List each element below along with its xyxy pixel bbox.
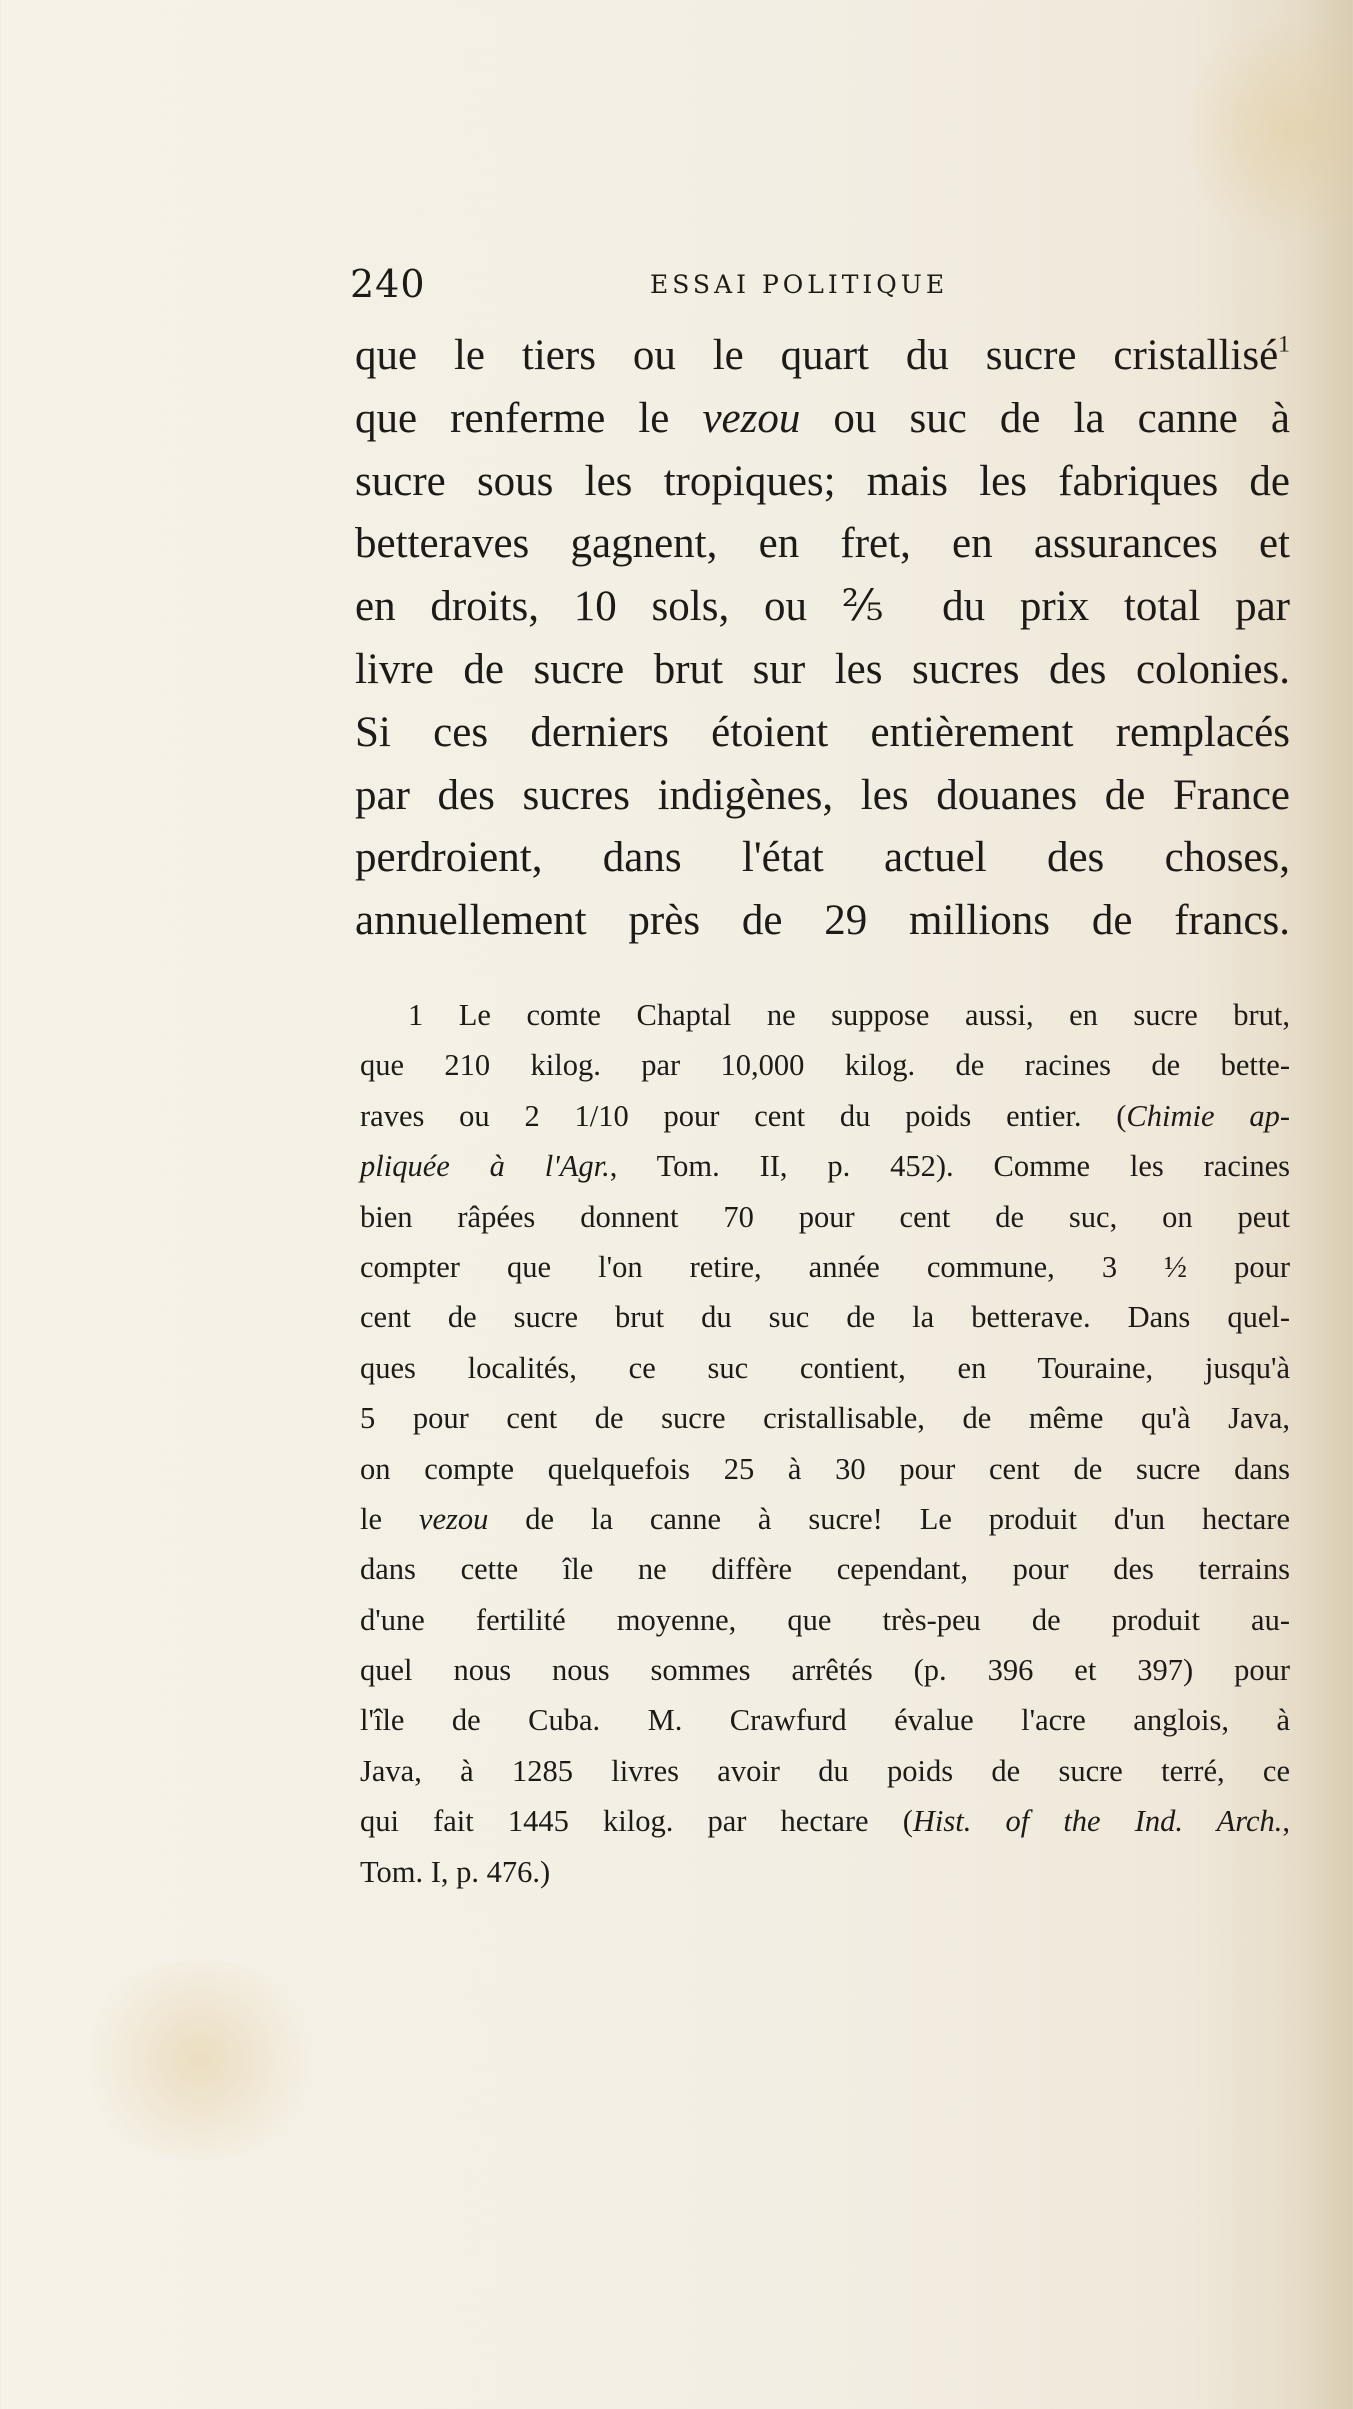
text-line: sucre sous les tropiques; mais les fabriques de (355, 457, 1290, 505)
footnote-line: quel nous nous sommes arrêtés (p. 396 et 397) pour (360, 1653, 1290, 1688)
footnote-line: bien râpées donnent 70 pour cent de suc, on peut (360, 1199, 1290, 1234)
paper-stain (70, 1960, 330, 2160)
page-number: 240 (350, 262, 426, 306)
footnote-line: 5 pour cent de sucre cristallisable, de même qu'à Java, (360, 1401, 1290, 1436)
text-line: betteraves gagnent, en fret, en assurances et (355, 520, 1290, 568)
footnote-line: qui fait 1445 kilog. par hectare (Hist. of the Ind. Arch., (360, 1804, 1290, 1839)
text-line: livre de sucre brut sur les sucres des colonies. (355, 645, 1290, 693)
text-line: annuellement près de 29 millions de francs. (355, 897, 1290, 945)
footnote-line: l'île de Cuba. M. Crawfurd évalue l'acre anglois, à (360, 1703, 1290, 1738)
text-line: Si ces derniers étoient entièrement remplacés (355, 708, 1290, 756)
text-line: que le tiers ou le quart du sucre cristallisé$^1$ (355, 331, 1290, 379)
text-line: en droits, 10 sols, ou ⅖ du prix total par (355, 583, 1290, 631)
footnote-marker: 1 (1278, 331, 1290, 358)
text-line: perdroient, dans l'état actuel des choses, (355, 834, 1290, 882)
paper-stain (1190, 0, 1353, 260)
footnote-line: on compte quelquefois 25 à 30 pour cent de sucre dans (360, 1451, 1290, 1486)
running-head: ESSAI POLITIQUE (650, 270, 949, 299)
footnote-line: 1 Le comte Chaptal ne suppose aussi, en sucre brut, (408, 998, 1290, 1032)
footnote-line: d'une fertilité moyenne, que très-peu de produit au- (360, 1602, 1290, 1637)
footnote-line: cent de sucre brut du suc de la betterave. Dans quel- (360, 1300, 1290, 1335)
footnote-line: Tom. I, p. 476.) (360, 1854, 551, 1889)
footnote-line: pliquée à l'Agr., Tom. II, p. 452). Comme les racines (360, 1149, 1291, 1184)
main-text (355, 325, 1290, 953)
footnote-line: Java, à 1285 livres avoir du poids de sucre terré, ce (360, 1753, 1290, 1788)
page-header (350, 262, 1290, 306)
text-line: que renferme le vezou ou suc de la canne à (355, 394, 1291, 442)
text-line: par des sucres indigènes, les douanes de France (355, 771, 1290, 819)
footnote-line: ques localités, ce suc contient, en Touraine, jusqu'à (360, 1350, 1290, 1385)
footnote-line: le vezou de la canne à sucre! Le produit d'un hectare (360, 1501, 1290, 1536)
footnote-line: dans cette île ne diffère cependant, pour des terrains (360, 1552, 1290, 1587)
footnote (360, 990, 1290, 1897)
footnote-line: que 210 kilog. par 10,000 kilog. de racines de bette- (360, 1048, 1290, 1083)
footnote-line: raves ou 2 1/10 pour cent du poids entier. (Chimie ap- (360, 1098, 1290, 1133)
footnote-line: compter que l'on retire, année commune, 3 ½ pour (360, 1249, 1290, 1284)
